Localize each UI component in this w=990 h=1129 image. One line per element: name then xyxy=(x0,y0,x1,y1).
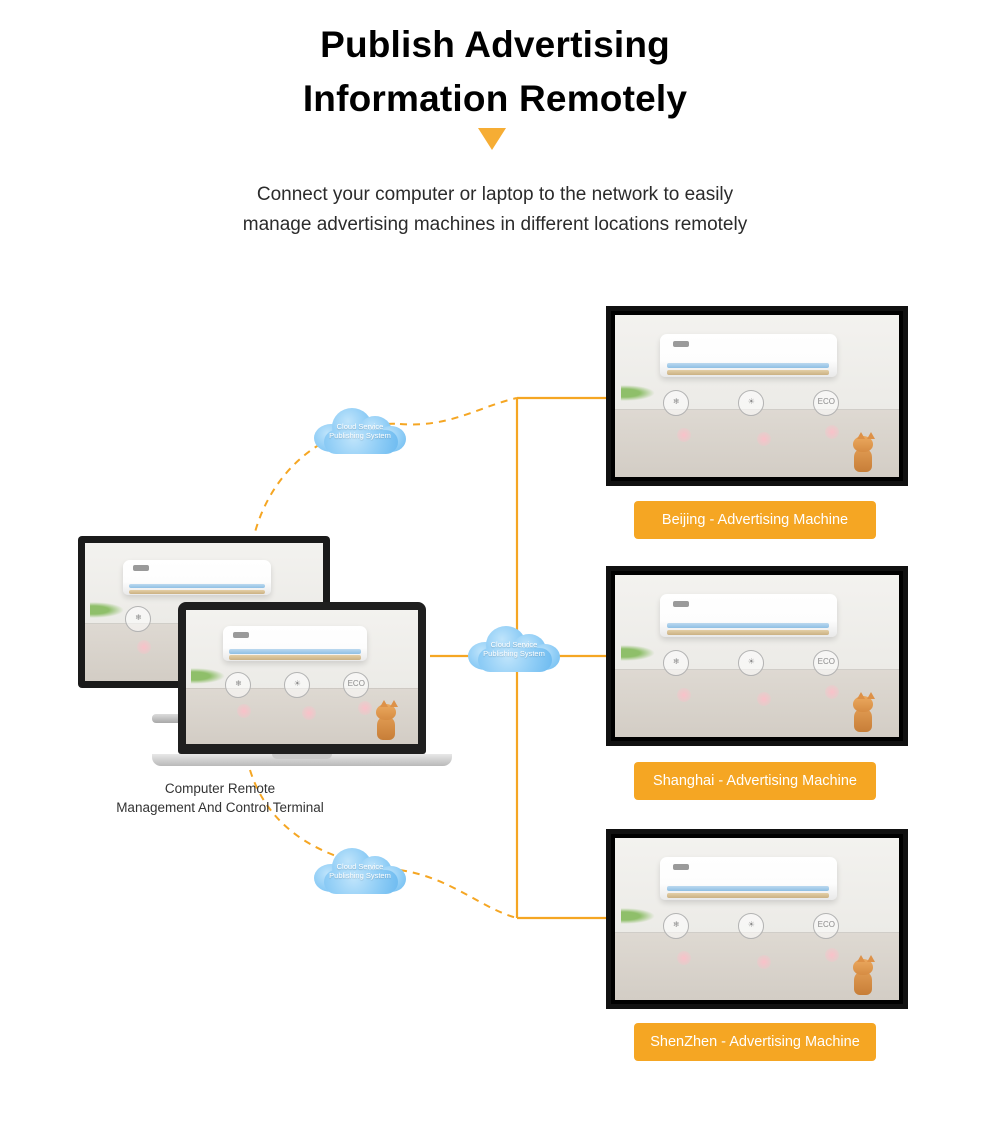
ad-artwork-beijing xyxy=(615,315,899,477)
bloom-icon xyxy=(137,640,151,654)
leaf-icon xyxy=(621,645,655,661)
cloud-service-middle xyxy=(468,622,560,674)
display-label-shenzhen: ShenZhen - Advertising Machine xyxy=(634,1023,876,1061)
bloom-icon xyxy=(757,955,771,969)
terminal-caption-line1: Computer Remote xyxy=(164,781,276,796)
cat-ear-left xyxy=(857,955,865,962)
page-subtitle-line2: manage advertising machines in different locations remotely xyxy=(242,214,748,236)
advertising-machine-beijing xyxy=(606,306,908,486)
cloud-label-line2: Publishing System xyxy=(329,871,391,881)
advertising-machine-shenzhen xyxy=(606,829,908,1009)
air-conditioner-image xyxy=(223,626,367,661)
feature-icons xyxy=(663,650,839,676)
bloom-icon xyxy=(825,425,839,439)
ad-artwork-laptop xyxy=(186,610,418,744)
brand-logo-icon xyxy=(673,341,689,347)
cat-ear-right xyxy=(867,955,875,962)
air-conditioner-image xyxy=(660,334,836,376)
ad-artwork-shenzhen xyxy=(615,838,899,1000)
feature-icons xyxy=(225,672,369,698)
page-title-line1: Publish Advertising xyxy=(320,24,670,65)
bloom-icon xyxy=(677,951,691,965)
advertising-machine-shanghai xyxy=(606,566,908,746)
cloud-label-line2: Publishing System xyxy=(329,431,391,441)
sun-icon: ☀ xyxy=(284,672,310,698)
bloom-icon xyxy=(825,685,839,699)
laptop-notch xyxy=(272,754,332,759)
laptop xyxy=(178,602,426,754)
cat-head xyxy=(853,436,873,452)
chevron-down-icon xyxy=(478,128,506,150)
cloud-label-line1: Cloud Service xyxy=(336,862,384,871)
feature-icons xyxy=(663,913,839,939)
cat-illustration xyxy=(850,696,876,732)
leaf-icon xyxy=(621,908,655,924)
bloom-icon xyxy=(302,706,316,720)
eco-icon: ECO xyxy=(813,913,839,939)
snowflake-icon: ❄ xyxy=(663,390,689,416)
sun-icon: ☀ xyxy=(738,390,764,416)
bloom-icon xyxy=(757,692,771,706)
ad-artwork-shanghai xyxy=(615,575,899,737)
air-conditioner-image xyxy=(660,857,836,899)
cat-ear-left xyxy=(380,700,388,707)
cat-illustration xyxy=(373,704,399,740)
eco-icon: ECO xyxy=(813,650,839,676)
bloom-icon xyxy=(237,704,251,718)
cloud-service-bottom xyxy=(314,844,406,896)
cloud-label xyxy=(314,422,406,441)
sun-icon: ☀ xyxy=(738,913,764,939)
cloud-label xyxy=(468,640,560,659)
bloom-icon xyxy=(757,432,771,446)
display-label-beijing: Beijing - Advertising Machine xyxy=(634,501,876,539)
cat-head xyxy=(376,704,396,720)
cloud-label-line1: Cloud Service xyxy=(490,640,538,649)
page-title-line2: Information Remotely xyxy=(302,77,688,119)
feature-icons xyxy=(663,390,839,416)
snowflake-icon: ❄ xyxy=(663,913,689,939)
snowflake-icon: ❄ xyxy=(125,606,151,632)
brand-logo-icon xyxy=(233,632,249,638)
cat-head xyxy=(853,959,873,975)
cat-illustration xyxy=(850,436,876,472)
cat-ear-right xyxy=(390,700,398,707)
bloom-icon xyxy=(825,948,839,962)
leaf-icon xyxy=(621,385,655,401)
bloom-icon xyxy=(677,428,691,442)
cat-ear-left xyxy=(857,692,865,699)
bloom-icon xyxy=(358,701,372,715)
leaf-icon xyxy=(90,602,124,618)
sun-icon: ☀ xyxy=(738,650,764,676)
cloud-label-line2: Publishing System xyxy=(483,649,545,659)
page-title xyxy=(0,18,990,125)
leaf-icon xyxy=(191,668,225,684)
terminal-caption-line2: Management And Control Terminal xyxy=(116,800,324,816)
cloud-label xyxy=(314,862,406,881)
snowflake-icon: ❄ xyxy=(663,650,689,676)
cloud-service-top xyxy=(314,404,406,456)
bloom-icon xyxy=(677,688,691,702)
page-subtitle xyxy=(0,180,990,241)
eco-icon: ECO xyxy=(343,672,369,698)
terminal-caption xyxy=(70,779,370,817)
display-label-shanghai: Shanghai - Advertising Machine xyxy=(634,762,876,800)
cat-head xyxy=(853,696,873,712)
eco-icon: ECO xyxy=(813,390,839,416)
brand-logo-icon xyxy=(133,565,149,571)
air-conditioner-image xyxy=(123,560,271,596)
cat-ear-right xyxy=(867,432,875,439)
cloud-label-line1: Cloud Service xyxy=(336,422,384,431)
snowflake-icon: ❄ xyxy=(225,672,251,698)
air-conditioner-image xyxy=(660,594,836,636)
brand-logo-icon xyxy=(673,864,689,870)
page-subtitle-line1: Connect your computer or laptop to the network to easily xyxy=(256,184,734,205)
cat-ear-right xyxy=(867,692,875,699)
cat-illustration xyxy=(850,959,876,995)
brand-logo-icon xyxy=(673,601,689,607)
cat-ear-left xyxy=(857,432,865,439)
